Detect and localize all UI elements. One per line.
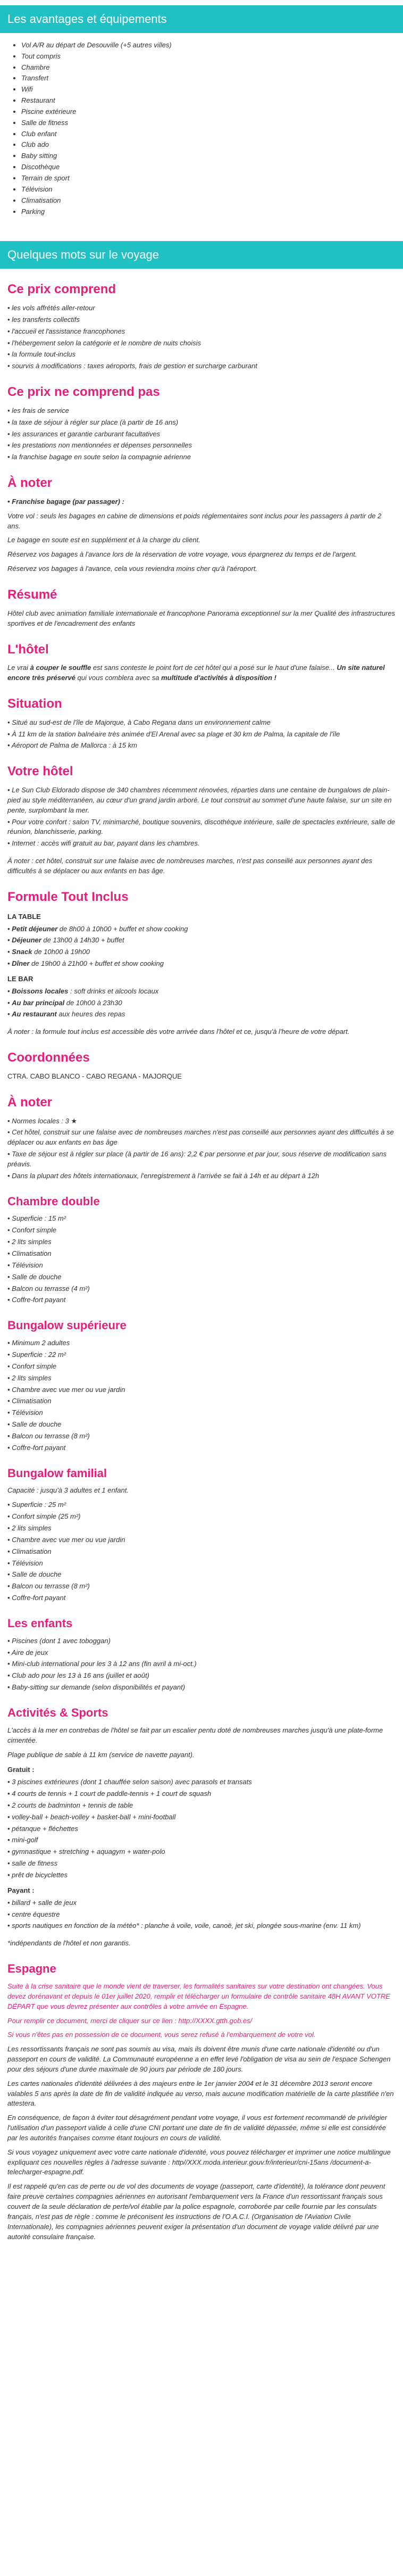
meal-item — [7, 935, 396, 946]
list-item: • Balcon ou terrasse (8 m²) — [7, 1431, 396, 1442]
feature-item — [21, 151, 403, 161]
feature-label: Salle de fitness — [21, 118, 69, 127]
feature-label: Restaurant — [21, 96, 55, 105]
note-line: • Franchise bagage (par passager) : — [7, 497, 124, 506]
meal-item — [7, 959, 396, 969]
feature-label: Club ado — [21, 140, 49, 149]
feature-label: Terrain de sport — [21, 174, 70, 183]
feature-item — [21, 185, 403, 195]
paragraph: En conséquence, de façon à éviter tout désagrément pendant votre voyage, il vous est fortement recommandé de privilégier l'utilisation d'un passeport valide à celle d'une CNI portant une date de fin de validité dépassée, même si elle est considérée par les autorités françaises comme étant toujours en cours de validité. — [7, 2114, 387, 2142]
list-item: • Aire de jeux — [7, 1648, 396, 1658]
list-item: • Dans la plupart des hôtels internationaux, l'enregistrement à l'arrivée se fait à 14h et au départ à 12h — [7, 1171, 396, 1181]
subheading-bar: LE BAR — [7, 974, 33, 983]
list-item: • Climatisation — [7, 1396, 396, 1406]
list-item: • Internet : accès wifi gratuit au bar, payant dans les chambres. — [7, 839, 396, 849]
feature-label: Piscine extérieure — [21, 107, 77, 115]
bar-detail: de 10h00 à 23h30 — [64, 998, 122, 1007]
heading-bungalow-familial: Bungalow familial — [7, 1466, 107, 1480]
list-item: • l'hébergement selon la catégorie et le nombre de nuits choisis — [7, 338, 396, 349]
list-item: • Taxe de séjour est à régler sur place (à partir de 16 ans): 2,2 € par personne et par jour, sous réserve de modification sans préavis. — [7, 1149, 396, 1170]
heading-resume: Résumé — [7, 587, 57, 602]
list-item: • Le Sun Club Eldorado dispose de 340 chambres récemment rénovées, réparties dans une centaine de bungalows de plain-pied au style méditerranéen, au cœur d'un grand jardin arboré. Le tout construit au sommet d'une haute falaise, sur un site en pente, surplombant la mer. — [7, 785, 396, 816]
feature-label: Parking — [21, 207, 45, 216]
paragraph: Si vous voyagez uniquement avec votre carte nationale d'identité, vous pouvez télécharger et imprimer une notice multilingue expliquant ces nouvelles règles à l'adresse suivante : http//XXX.moda.interieur.gouv.fr/interieur/cni-15ans /document-a-telecharger-espagne.pdf. — [7, 2148, 391, 2176]
list-item: • Superficie : 15 m² — [7, 1214, 396, 1224]
list-item: • sourvis à modifications : taxes aéroports, frais de gestion et surcharge carburant — [7, 361, 396, 371]
note-text: À noter : la formule tout inclus est accessible dès votre arrivée dans l'hôtel et ce, jusqu'à l'heure de votre départ. — [7, 1028, 350, 1036]
list-item: • Salle de douche — [7, 1570, 396, 1580]
heading-hotel: L'hôtel — [7, 642, 49, 657]
text-span: multitude d'activités à disposition ! — [161, 674, 276, 682]
paragraph: Les cartes nationales d'identité délivrées à des majeurs entre le 1er janvier 2004 et le 31 décembre 2013 seront encore valables 5 ans après la date de fin de validité indiquée au verso, mais aucune modification matérielle de la carte plastifiée n'en attestera. — [7, 2079, 394, 2108]
heading-activites-sports: Activités & Sports — [7, 1706, 108, 1719]
feature-item — [21, 73, 403, 84]
bar-item — [7, 998, 396, 1008]
list-item: • Normes locales : 3 ★ — [7, 1116, 396, 1127]
subheading-table: LA TABLE — [7, 912, 41, 921]
heading-tout-inclus: Formule Tout Inclus — [7, 889, 129, 904]
meal-item — [7, 947, 396, 957]
sanitary-link[interactable]: Pour remplir ce document, merci de cliquer sur ce lien : http://XXXX.gtth.gob.es/ — [7, 2016, 253, 2025]
feature-item — [21, 162, 403, 172]
feature-label: Club enfant — [21, 129, 57, 138]
list-item: • Climatisation — [7, 1249, 396, 1259]
note-line: Réservez vos bagages à l'avance, cela vous reviendra moins cher qu'à l'aéroport. — [7, 565, 257, 573]
feature-item — [21, 196, 403, 206]
note-text: À noter : cet hôtel, construit sur une falaise avec de nombreuses marches, n'est pas conseillé aux personnes ayant des difficultés à se déplacer ou aux enfants en bas âge. — [7, 857, 373, 875]
list-item: • gymnastique + stretching + aquagym + water-polo — [7, 1847, 396, 1857]
meal-detail: de 19h00 à 21h00 + buffet et show cooking — [29, 959, 164, 968]
text-span: est sans conteste le point fort de cet hôtel qui a posé sur le haut d'une falaise... — [91, 664, 337, 672]
list-item: • 2 lits simples — [7, 1523, 396, 1534]
list-item: • 2 lits simples — [7, 1373, 396, 1384]
list-item: • Salle de douche — [7, 1420, 396, 1430]
heading-coordonnees: Coordonnées — [7, 1050, 90, 1065]
feature-item — [21, 52, 403, 62]
list-item: • Situé au sud-est de l'île de Majorque, à Cabo Regana dans un environnement calme — [7, 718, 396, 728]
feature-label: Climatisation — [21, 196, 61, 204]
list-item: • les assurances et garantie carburant facultatives — [7, 429, 396, 440]
feature-label: Transfert — [21, 74, 49, 82]
heading-bungalow-superieure: Bungalow supérieure — [7, 1319, 127, 1332]
heading-a-noter-2: À noter — [7, 1095, 52, 1109]
activites-intro-2: Plage publique de sable à 11 km (service de navette payant). — [7, 1750, 195, 1759]
list-item: • Chambre avec vue mer ou vue jardin — [7, 1385, 396, 1395]
bar-detail: aux heures des repas — [56, 1010, 125, 1018]
list-item: • volley-ball + beach-volley + basket-ball + mini-football — [7, 1812, 396, 1823]
heading-votre-hotel: Votre hôtel — [7, 764, 73, 779]
meal-name: Dîner — [12, 959, 30, 968]
bar-item — [7, 1009, 396, 1020]
text-span: Le vrai — [7, 664, 30, 672]
list-item: • Pour votre confort : salon TV, minimarché, boutique souvenirs, discothèque intérieure, salle de spectacles extérieure, salle de réunion, blanchisserie, parking. — [7, 817, 396, 838]
list-item: • 3 piscines extérieures (dont 1 chauffée selon saison) avec parasols et transats — [7, 1777, 396, 1787]
content — [0, 280, 403, 2242]
heading-a-noter: À noter — [7, 476, 52, 491]
list-item: • 2 courts de badminton + tennis de table — [7, 1801, 396, 1811]
paragraph: Les ressortissants français ne sont pas soumis au visa, mais ils doivent être munis d'une carte nationale d'identité ou d'un passeport en cours de validité. La Communauté européenne a en effet levé l'obligation de visa au sein de l'espace Schengen pour des séjours d'une durée maximale de 90 jours par période de 180 jours. — [7, 2045, 391, 2073]
feature-label: Tout compris — [21, 52, 61, 60]
meal-detail: de 8h00 à 10h00 + buffet et show cooking — [57, 924, 188, 933]
feature-item — [21, 63, 403, 73]
subheading-gratuit: Gratuit : — [7, 1766, 35, 1774]
list-item: • Confort simple — [7, 1225, 396, 1236]
footnote-text: *indépendants de l'hôtel et non garantis. — [7, 1939, 131, 1948]
paragraph: Il est rappelé qu'en cas de perte ou de vol des documents de voyage (passeport, carte d'identité), la tolérance dont peuvent faire preuve certaines compagnies aériennes en autorisant l'embarquement vers la France d'un ressortissant français sous couvert de la seule déclaration de perte/vol établie par la police espagnole, corroborée par celle fournie par les consulats français, n'est pas de règle : comme le préconisent les instructions de l'O.A.C.I. (Organisation de l'Aviation Civile Internationale), les compagnies aériennes peuvent exiger la présentation d'un document de voyage valide délivré par une autorité consulaire française. — [7, 2182, 385, 2241]
feature-item — [21, 129, 403, 139]
list-item: • Piscines (dont 1 avec toboggan) — [7, 1636, 396, 1646]
list-item: • Chambre avec vue mer ou vue jardin — [7, 1535, 396, 1545]
list-item: • Baby-sitting sur demande (selon disponibilités et payant) — [7, 1683, 396, 1693]
list-item: • prêt de bicyclettes — [7, 1870, 396, 1881]
heading-chambre-double: Chambre double — [7, 1194, 100, 1208]
feature-label: Chambre — [21, 63, 50, 71]
feature-item — [21, 207, 403, 217]
address-text: CTRA. CABO BLANCO - CABO REGANA - MAJORQUE — [7, 1072, 182, 1080]
feature-item — [21, 96, 403, 106]
list-item: • Cet hôtel, construit sur une falaise avec de nombreuses marches n'est pas conseillé aux personnes ayant des difficultés à se déplacer ou aux enfants en bas âge — [7, 1128, 396, 1148]
resume-text: Hôtel club avec animation familiale internationale et francophone Panorama exceptionnel sur la mer Qualité des infrastructures sportives et de l'encadrement des enfants — [7, 609, 396, 627]
feature-label: Baby sitting — [21, 152, 57, 160]
heading-prix-comprend: Ce prix comprend — [7, 282, 116, 297]
note-line: Réservez vos bagages à l'avance lors de la réservation de votre voyage, vous épargnerez du temps et de l'argent. — [7, 550, 357, 559]
meal-name: Snack — [12, 948, 32, 956]
bar-name: Boissons locales — [12, 987, 69, 995]
meal-detail: de 13h00 à 14h30 + buffet — [41, 936, 124, 945]
list-item: • Superficie : 22 m² — [7, 1350, 396, 1360]
note-line: Votre vol : seuls les bagages en cabine de dimensions et poids réglementaires sont inclus pour les passagers à partir de 2 ans. — [7, 511, 382, 530]
section-banner-avantages: Les avantages et équipements — [0, 5, 403, 33]
list-item: • la franchise bagage en soute selon la compagnie aérienne — [7, 452, 396, 462]
meal-item — [7, 924, 396, 934]
list-item: • salle de fitness — [7, 1859, 396, 1869]
feature-label: Discothèque — [21, 163, 60, 171]
list-item: • Minimum 2 adultes — [7, 1338, 396, 1348]
feature-label: Vol A/R au départ de Desouville (+5 autres villes) — [21, 40, 172, 49]
list-item: • Coffre-fort payant — [7, 1593, 396, 1603]
list-item: • Télévision — [7, 1408, 396, 1418]
sanitary-notice: Suite à la crise sanitaire que le monde vient de traverser, les formalités sanitaires sur votre destination ont changées. Vous devez dorénavant et depuis le 01er juillet 2020, remplir et télécharger un formulaire de contrôle sanitaire 48H AVANT VOTRE DÉPART que vous devrez présenter aux contrôles à votre arrivée en Espagne. — [7, 1982, 390, 2010]
list-item: • Télévision — [7, 1261, 396, 1271]
hotel-text — [7, 663, 396, 683]
list-item: • la taxe de séjour à régler sur place (à partir de 16 ans) — [7, 418, 396, 428]
meal-name: Petit déjeuner — [12, 924, 58, 933]
list-item: • pétanque + fléchettes — [7, 1824, 396, 1834]
heading-enfants: Les enfants — [7, 1616, 73, 1630]
feature-label: Télévision — [21, 185, 53, 193]
subheading-payant: Payant : — [7, 1886, 35, 1894]
list-item: • Coffre-fort payant — [7, 1443, 396, 1453]
list-item: • les frais de service — [7, 406, 396, 416]
feature-item — [21, 118, 403, 128]
text-span: Un site naturel encore très préservé — [7, 664, 385, 682]
list-item: • centre équestre — [7, 1910, 396, 1920]
list-item: • 4 courts de tennis + 1 court de paddle-tennis + 1 court de squash — [7, 1789, 396, 1799]
list-item: • Télévision — [7, 1559, 396, 1569]
list-item: • À 11 km de la station balnéaire très animée d'El Arenal avec sa plage et 30 km de Palma, la capitale de l'île — [7, 730, 396, 740]
sanitary-warning: Si vous n'êtes pas en possession de ce document, vous serez refusé à l'embarquement de votre vol. — [7, 2031, 316, 2039]
list-item: • billard + salle de jeux — [7, 1898, 396, 1908]
capacity-text: Capacité : jusqu'à 3 adultes et 1 enfant. — [7, 1486, 129, 1495]
list-item: • Balcon ou terrasse (8 m²) — [7, 1581, 396, 1592]
list-item: • Balcon ou terrasse (4 m²) — [7, 1284, 396, 1294]
list-item: • Club ado pour les 13 à 16 ans (juillet et août) — [7, 1671, 396, 1681]
list-item: • Superficie : 25 m² — [7, 1500, 396, 1510]
list-item: • Mini-club international pour les 3 à 12 ans (fin avril à mi-oct.) — [7, 1659, 396, 1669]
list-item: • Climatisation — [7, 1547, 396, 1557]
heading-situation: Situation — [7, 696, 62, 711]
heading-espagne: Espagne — [7, 1962, 56, 1976]
feature-label: Wifi — [21, 85, 33, 94]
list-item: • les prestations non mentionnées et dépenses personnelles — [7, 441, 396, 451]
list-item: • les transferts collectifs — [7, 315, 396, 325]
list-item: • sports nautiques en fonction de la météo* : planche à voile, voile, canoë, jet ski, plongée sous-marine (env. 11 km) — [7, 1921, 396, 1931]
bar-item — [7, 987, 396, 997]
list-item: • mini-golf — [7, 1835, 396, 1845]
feature-item — [21, 85, 403, 95]
activites-intro: L'accès à la mer en contrebas de l'hôtel se fait par un escalier pentu doté de nombreuses marches jusqu'à une plate-forme cimentée. — [7, 1726, 383, 1744]
meal-detail: de 10h00 à 19h00 — [32, 948, 90, 956]
features-list — [21, 40, 403, 217]
bar-name: Au bar principal — [12, 998, 65, 1007]
feature-item — [21, 40, 403, 51]
list-item: • la formule tout-inclus — [7, 350, 396, 360]
feature-item — [21, 173, 403, 184]
list-item: • Aéroport de Palma de Mallorca : à 15 km — [7, 741, 396, 751]
feature-item — [21, 140, 403, 150]
list-item: • les vols affrétés aller-retour — [7, 303, 396, 313]
list-item: • Confort simple (25 m²) — [7, 1512, 396, 1522]
bar-name: Au restaurant — [12, 1010, 57, 1018]
bar-detail: : soft drinks et alcools locaux — [68, 987, 159, 995]
heading-prix-ne-comprend-pas: Ce prix ne comprend pas — [7, 385, 160, 400]
section-banner-voyage: Quelques mots sur le voyage — [0, 241, 403, 269]
list-item: • Confort simple — [7, 1362, 396, 1372]
list-item: • l'accueil et l'assistance francophones — [7, 327, 396, 337]
text-span: à couper le souffle — [30, 664, 91, 672]
meal-name: Déjeuner — [12, 936, 41, 945]
list-item: • Salle de douche — [7, 1272, 396, 1282]
list-item: • 2 lits simples — [7, 1237, 396, 1247]
feature-item — [21, 107, 403, 117]
text-span: qui vous comblera avec sa — [75, 674, 162, 682]
note-line: Le bagage en soute est en supplément et à la charge du client. — [7, 536, 200, 544]
list-item: • Coffre-fort payant — [7, 1295, 396, 1305]
